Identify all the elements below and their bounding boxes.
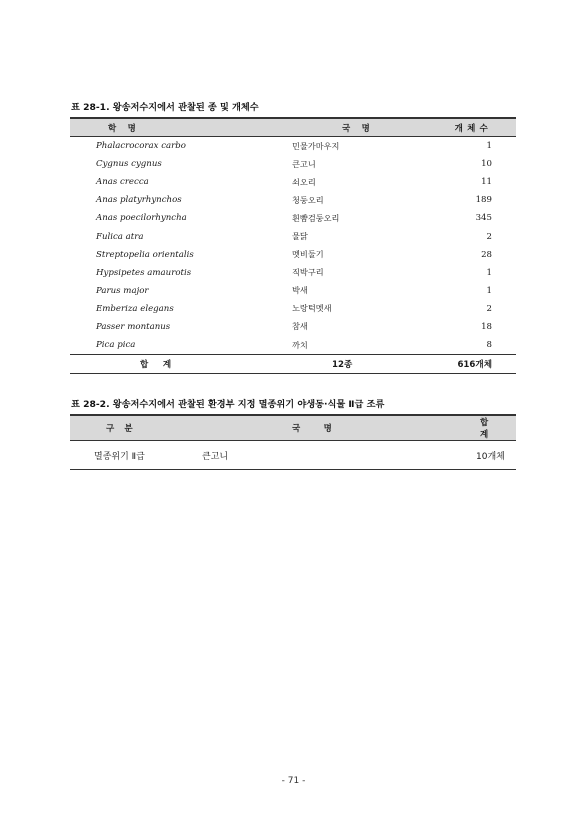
endangered-korean-name: 큰고니: [202, 441, 452, 470]
species-scientific-name: Fulica atra: [96, 231, 144, 242]
species-count: 2: [486, 303, 492, 314]
species-scientific-name: Anas crecca: [96, 177, 149, 188]
species-count: 345: [475, 213, 492, 224]
species-count: 1: [486, 141, 492, 152]
table-row: [70, 441, 516, 470]
table-row: [70, 246, 516, 264]
table-row: [70, 282, 516, 300]
species-count: 8: [486, 340, 492, 351]
species-scientific-name: Pica pica: [96, 340, 136, 351]
species-scientific-name: Cygnus cygnus: [96, 159, 162, 170]
species-count: 2: [486, 231, 492, 242]
table-row: [70, 155, 516, 173]
species-scientific-name: Hypsipetes amaurotis: [96, 267, 192, 278]
table-row: [70, 336, 516, 355]
species-korean-name: 청둥오리: [292, 194, 324, 205]
species-korean-name: 까치: [292, 339, 308, 350]
endangered-species-table: [70, 414, 516, 470]
species-count-table: [70, 117, 516, 374]
species-korean-name: 박새: [292, 285, 308, 296]
species-korean-name: 민물가마우지: [292, 140, 340, 151]
header-category: 구분: [70, 415, 202, 441]
species-count: 189: [475, 195, 492, 206]
total-label: 합계: [70, 355, 292, 374]
table-row: [70, 300, 516, 318]
table-row: [70, 227, 516, 245]
species-korean-name: 멧비둘기: [292, 249, 324, 260]
table2-header-row: [70, 415, 516, 441]
species-korean-name: 참새: [292, 321, 308, 332]
species-korean-name: 쇠오리: [292, 176, 316, 187]
table-row: [70, 318, 516, 336]
table-row: [70, 137, 516, 156]
endangered-category: 멸종위기 Ⅱ급: [70, 441, 202, 470]
species-scientific-name: Passer montanus: [96, 321, 171, 332]
species-korean-name: 큰고니: [292, 158, 316, 169]
table1-caption: 표 28-1. 왕송저수지에서 관찰된 종 및 개체수: [71, 102, 259, 113]
species-korean-name: 노랑턱멧새: [292, 303, 332, 314]
species-scientific-name: Anas poecilorhyncha: [96, 213, 187, 224]
species-scientific-name: Parus major: [96, 285, 149, 296]
table-row: [70, 173, 516, 191]
species-korean-name: 흰뺨검둥오리: [292, 212, 340, 223]
species-count: 28: [481, 249, 492, 260]
species-korean-name: 물닭: [292, 231, 308, 242]
header-count: 개체수: [452, 118, 516, 137]
species-count: 18: [481, 321, 492, 332]
species-count: 10: [481, 159, 492, 170]
header-scientific-name: 학 명: [70, 118, 292, 137]
page-number: - 71 -: [281, 776, 306, 786]
table1-total-row: [70, 355, 516, 374]
species-korean-name: 직박구리: [292, 267, 324, 278]
species-scientific-name: Anas platyrhynchos: [96, 195, 182, 206]
species-count: 11: [481, 177, 492, 188]
table2-caption: 표 28-2. 왕송저수지에서 관찰된 환경부 지정 멸종위기 야생동·식물 Ⅱ급 조류: [71, 399, 385, 410]
endangered-total: 10개체: [452, 441, 516, 470]
species-scientific-name: Streptopelia orientalis: [96, 249, 194, 260]
species-count: 1: [486, 285, 492, 296]
header-korean-name: 국 명: [292, 118, 452, 137]
table1-header-row: [70, 118, 516, 137]
table-row: [70, 264, 516, 282]
table-row: [70, 191, 516, 209]
header-korean-name: 국 명: [202, 415, 452, 441]
species-scientific-name: Phalacrocorax carbo: [96, 141, 186, 152]
table-row: [70, 209, 516, 227]
header-total: 합 계: [452, 415, 516, 441]
species-count: 1: [486, 267, 492, 278]
total-individuals: 616개체: [452, 355, 516, 374]
total-species: 12종: [292, 355, 452, 374]
species-scientific-name: Emberiza elegans: [96, 303, 174, 314]
